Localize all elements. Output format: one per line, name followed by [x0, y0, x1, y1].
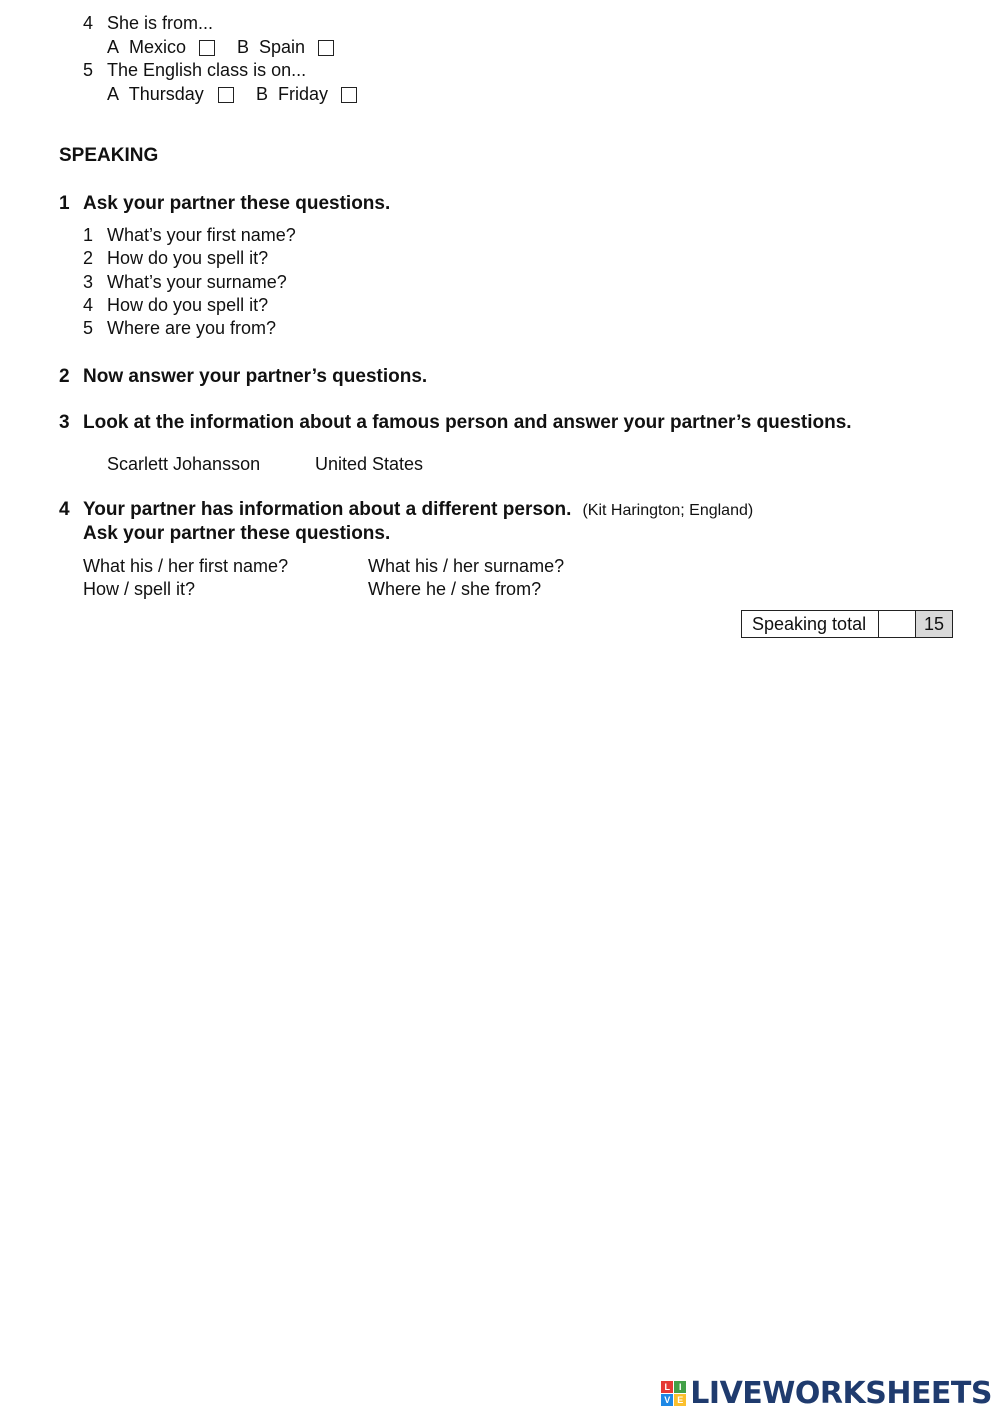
- speaking-total-max: 15: [916, 611, 952, 637]
- task-3-instruction: [59, 412, 852, 434]
- logo-letter: E: [674, 1394, 686, 1406]
- option-text: Spain: [259, 37, 306, 57]
- question-5-option-b: [256, 84, 328, 105]
- question-text: She is from...: [107, 13, 214, 33]
- question-text: What’s your surname?: [107, 272, 287, 292]
- option-text: Mexico: [129, 37, 187, 57]
- logo-letter: V: [661, 1394, 673, 1406]
- task-number: 2: [59, 366, 70, 387]
- question-number: 5: [83, 60, 94, 80]
- question-text: How do you spell it?: [107, 248, 269, 268]
- option-text: Thursday: [128, 84, 204, 104]
- question-text: How do you spell it?: [107, 295, 269, 315]
- question-5-options: [107, 84, 204, 105]
- option-text: Friday: [278, 84, 329, 104]
- question-number: 5: [83, 318, 94, 338]
- logo-letter: L: [661, 1381, 673, 1393]
- task-number: 1: [59, 193, 70, 214]
- task-1-question: [83, 318, 276, 339]
- task-number: 4: [59, 499, 70, 520]
- famous-person-country: United States: [315, 454, 424, 474]
- liveworksheets-logo: [661, 1375, 992, 1411]
- question-4-options: [107, 37, 186, 58]
- question-4-option-b: [237, 37, 305, 58]
- option-letter: A: [107, 84, 120, 104]
- question-5: [83, 60, 306, 81]
- logo-icon: [661, 1381, 686, 1406]
- task-4-prompt: How / spell it?: [83, 579, 196, 599]
- task-1-instruction: [59, 193, 390, 215]
- question-number: 4: [83, 295, 94, 315]
- question-text: What’s your first name?: [107, 225, 296, 245]
- task-2-instruction: [59, 366, 427, 388]
- checkbox-friday[interactable]: [341, 87, 357, 103]
- task-4-prompt: What his / her surname?: [368, 556, 565, 576]
- option-letter: B: [237, 37, 250, 57]
- speaking-total-label: Speaking total: [742, 611, 879, 637]
- instruction-text: Now answer your partner’s questions.: [83, 366, 428, 387]
- task-4-prompt: Where he / she from?: [368, 579, 542, 599]
- logo-text: LIVEWORKSHEETS: [690, 1375, 992, 1411]
- option-letter: B: [256, 84, 269, 104]
- question-4: [83, 13, 213, 34]
- question-number: 4: [83, 13, 94, 33]
- instruction-text: Look at the information about a famous person and answer your partner’s questions.: [83, 412, 852, 433]
- question-number: 2: [83, 248, 94, 268]
- task-1-question: [83, 295, 268, 316]
- task-1-question: [83, 272, 287, 293]
- question-text: Where are you from?: [107, 318, 277, 338]
- speaking-total-box: [741, 610, 953, 638]
- section-heading: SPEAKING: [59, 145, 159, 166]
- task-1-question: [83, 248, 268, 269]
- task-1-question: [83, 225, 296, 246]
- option-letter: A: [107, 37, 120, 57]
- task-4-instruction-line2: Ask your partner these questions.: [83, 523, 391, 544]
- task-4-prompt: What his / her first name?: [83, 556, 289, 576]
- checkbox-thursday[interactable]: [218, 87, 234, 103]
- speaking-total-score[interactable]: [879, 611, 916, 637]
- famous-person-name: Scarlett Johansson: [107, 454, 261, 474]
- instruction-text: Ask your partner these questions.: [83, 193, 391, 214]
- logo-letter: I: [674, 1381, 686, 1393]
- question-text: The English class is on...: [107, 60, 307, 80]
- task-4-note: (Kit Harington; England): [582, 502, 754, 519]
- checkbox-mexico[interactable]: [199, 40, 215, 56]
- checkbox-spain[interactable]: [318, 40, 334, 56]
- task-4-instruction: [59, 499, 753, 521]
- task-number: 3: [59, 412, 70, 433]
- question-number: 1: [83, 225, 94, 245]
- instruction-text: Your partner has information about a different person.: [83, 499, 572, 520]
- question-number: 3: [83, 272, 94, 292]
